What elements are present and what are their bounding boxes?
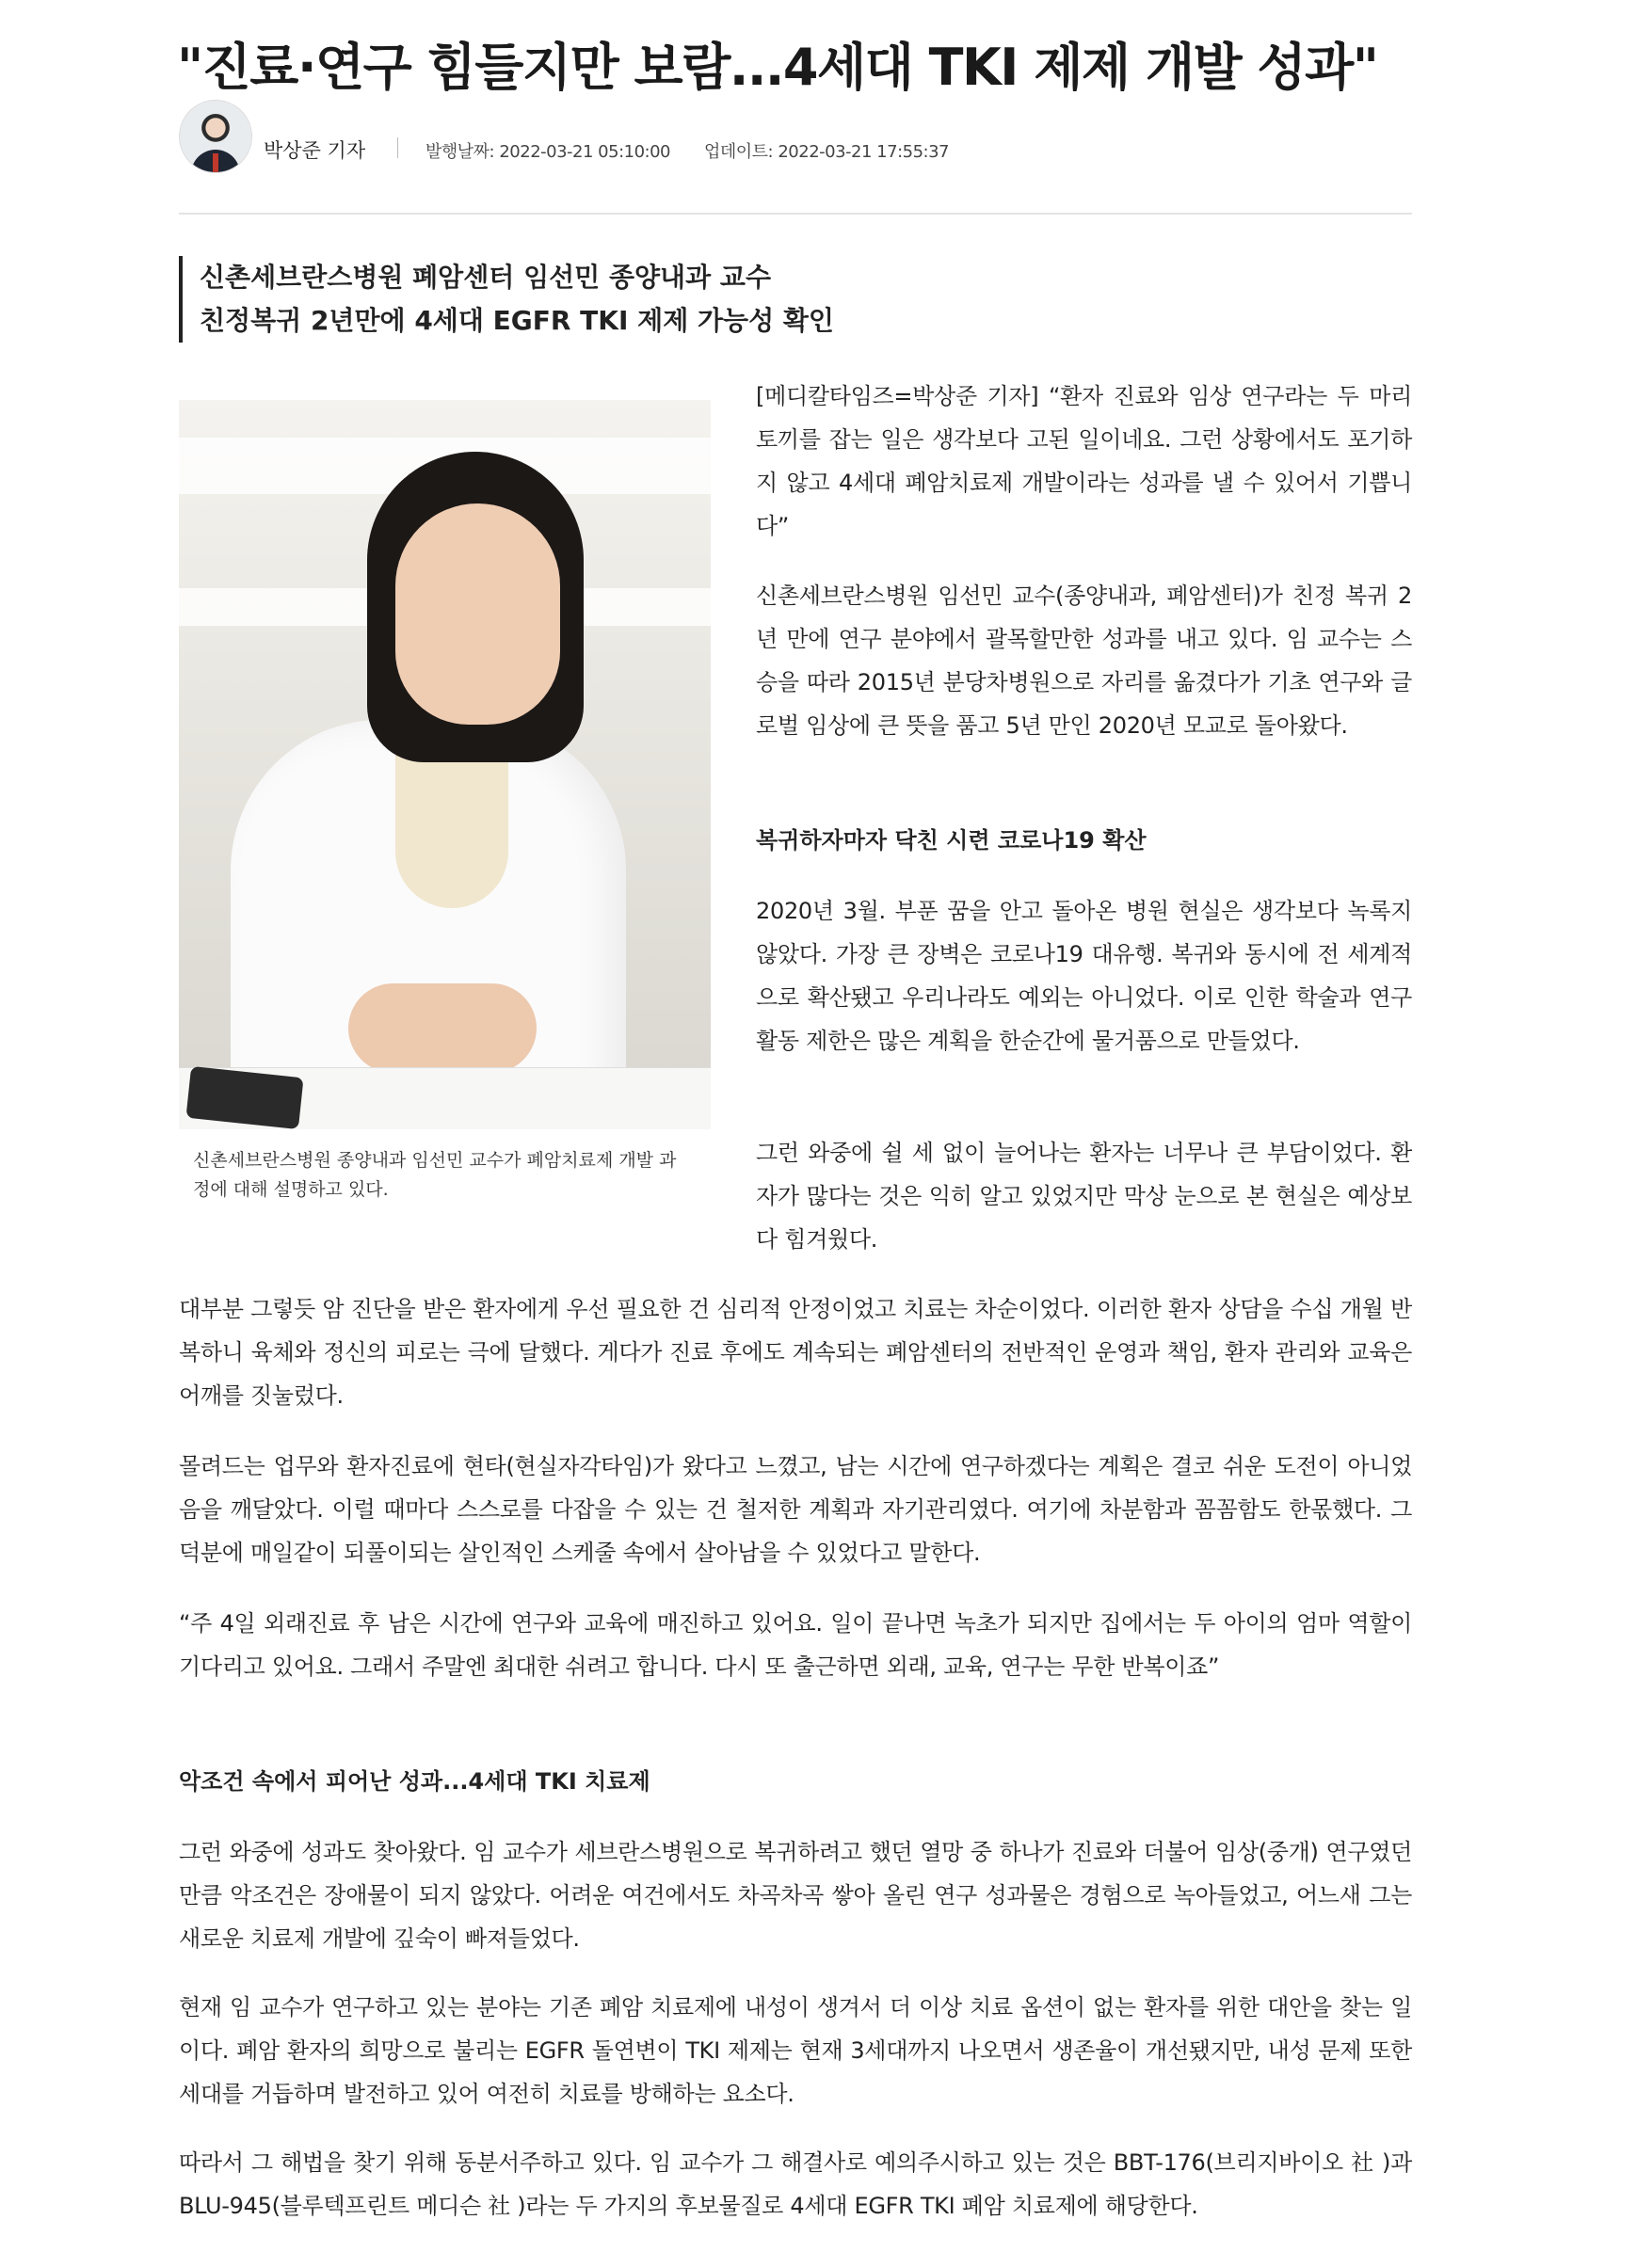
byline-divider	[397, 137, 398, 158]
article-subtitle	[179, 256, 1329, 343]
body-paragraph: 현재 임 교수가 연구하고 있는 분야는 기존 폐암 치료제에 내성이 생겨서 더 이상 치료 옵션이 없는 환자를 위한 대안을 찾는 일이다. 폐암 환자의 희망으로 불리는 EGFR 돌연변이 TKI 제제는 현재 3세대까지 나오면서 생존율이 개선됐지만, 내성 문제 또한 세대를 거듭하며 발전하고 있어 여전히 치료를 방해하는 요소다.	[179, 1994, 1412, 2107]
body-paragraph: [메디칼타임즈=박상준 기자] “환자 진료와 임상 연구라는 두 마리 토끼를 잡는 일은 생각보다 고된 일이네요. 그런 상황에서도 포기하지 않고 4세대 폐암치료제 개발이라는 성과를 낼 수 있어서 기쁩니다”	[756, 383, 1412, 539]
header-divider	[179, 213, 1412, 215]
photo-caption: 신촌세브란스병원 종양내과 임선민 교수가 폐암치료제 개발 과정에 대해 설명하고 있다.	[193, 1150, 677, 1200]
body-paragraph: 신촌세브란스병원 임선민 교수(종양내과, 폐암센터)가 친정 복귀 2년 만에 연구 분야에서 괄목할만한 성과를 내고 있다. 임 교수는 스승을 따라 2015년 분당차병원으로 자리를 옮겼다가 기초 연구와 글로벌 임상에 큰 뜻을 품고 5년 만인 2020년 모교로 돌아왔다.	[756, 583, 1412, 739]
section-heading: 악조건 속에서 피어난 성과...4세대 TKI 치료제	[179, 1768, 650, 1795]
updated-date: 업데이트: 2022-03-21 17:55:37	[704, 142, 950, 162]
article-photo	[179, 400, 711, 1129]
body-paragraph: 대부분 그렇듯 암 진단을 받은 환자에게 우선 필요한 건 심리적 안정이었고 치료는 차순이었다. 이러한 환자 상담을 수십 개월 반복하니 육체와 정신의 피로는 극에 달했다. 게다가 진료 후에도 계속되는 폐암센터의 전반적인 운영과 책임, 환자 관리와 교육은 어깨를 짓눌렀다.	[179, 1296, 1412, 1409]
body-paragraph: 그런 와중에 쉴 세 없이 늘어나는 환자는 너무나 큰 부담이었다. 환자가 많다는 것은 익히 알고 있었지만 막상 눈으로 본 현실은 예상보다 힘겨웠다.	[756, 1140, 1412, 1253]
body-paragraph: 몰려드는 업무와 환자진료에 현타(현실자각타임)가 왔다고 느꼈고, 남는 시간에 연구하겠다는 계획은 결코 쉬운 도전이 아니었음을 깨달았다. 이럴 때마다 스스로를 다잡을 수 있는 건 철저한 계획과 자기관리였다. 여기에 차분함과 꼼꼼함도 한몫했다. 그 덕분에 매일같이 되풀이되는 살인적인 스케줄 속에서 살아남을 수 있었다고 말한다.	[179, 1453, 1412, 1566]
reporter-name[interactable]: 박상준 기자	[264, 139, 366, 162]
subtitle-line: 친정복귀 2년만에 4세대 EGFR TKI 제제 가능성 확인	[200, 305, 834, 336]
body-paragraph: 그런 와중에 성과도 찾아왔다. 임 교수가 세브란스병원으로 복귀하려고 했던 열망 중 하나가 진료와 더불어 임상(중개) 연구였던 만큼 악조건은 장애물이 되지 않았다. 어려운 여건에서도 차곡차곡 쌓아 올린 연구 성과물은 경험으로 녹아들었고, 어느새 그는 새로운 치료제 개발에 깊숙이 빠져들었다.	[179, 1839, 1412, 1952]
reporter-avatar	[179, 100, 252, 173]
subtitle-line: 신촌세브란스병원 폐암센터 임선민 종양내과 교수	[200, 262, 772, 293]
body-paragraph: “주 4일 외래진료 후 남은 시간에 연구와 교육에 매진하고 있어요. 일이 끝나면 녹초가 되지만 집에서는 두 아이의 엄마 역할이 기다리고 있어요. 그래서 주말엔 최대한 쉬려고 합니다. 다시 또 출근하면 외래, 교육, 연구는 무한 반복이죠”	[179, 1610, 1412, 1680]
body-paragraph: 2020년 3월. 부푼 꿈을 안고 돌아온 병원 현실은 생각보다 녹록지 않았다. 가장 큰 장벽은 코로나19 대유행. 복귀와 동시에 전 세계적으로 확산됐고 우리나라도 예외는 아니었다. 이로 인한 학술과 연구 활동 제한은 많은 계획을 한순간에 물거품으로 만들었다.	[756, 898, 1412, 1054]
article-title: "진료·연구 힘들지만 보람...4세대 TKI 제제 개발 성과"	[177, 38, 1378, 98]
section-heading: 복귀하자마자 닥친 시련 코로나19 확산	[756, 827, 1147, 854]
body-paragraph: 따라서 그 해법을 찾기 위해 동분서주하고 있다. 임 교수가 그 해결사로 예의주시하고 있는 것은 BBT-176(브리지바이오 社 )과 BLU-945(블루텍프린트 메디슨 社 )라는 두 가지의 후보물질로 4세대 EGFR TKI 폐암 치료제에 해당한다.	[179, 2149, 1412, 2219]
byline	[179, 100, 1412, 175]
published-date: 발행날짜: 2022-03-21 05:10:00	[425, 142, 671, 162]
